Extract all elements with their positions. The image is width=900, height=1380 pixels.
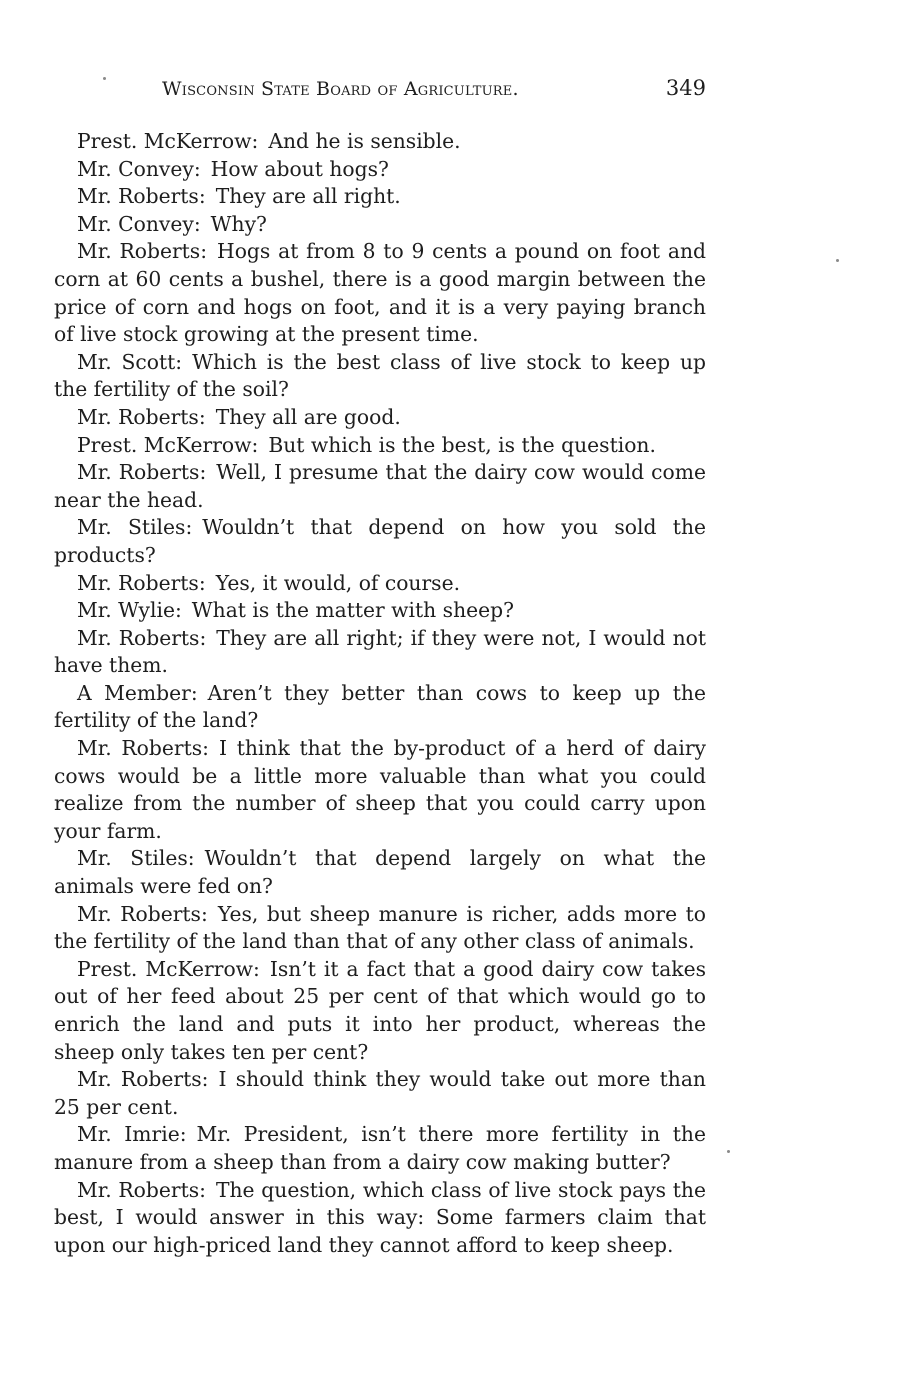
speech-text: Isn’t it a fact that a good dairy cow takes out of her feed about 25 per cent of that which would go to enrich the land and puts it into her product, whereas the sheep only takes ten per cent? (54, 956, 707, 1064)
dialogue-paragraph (54, 183, 706, 211)
speech-text: Aren’t they better than cows to keep up the fertility of the land? (54, 680, 706, 733)
dialogue-paragraph (54, 349, 706, 404)
speech-text: They are all right. (215, 184, 401, 209)
speech-text: I think that the by-product of a herd of dairy cows would be a little more valuable than what you could realize from the number of sheep that you could carry upon your farm. (54, 736, 706, 843)
dialogue-paragraph (54, 1066, 706, 1121)
speaker-name: Prest. McKerrow: (77, 432, 259, 457)
dialogue-paragraph (54, 238, 706, 348)
speech-text: And he is sensible. (268, 129, 461, 153)
speech-text: Mr. President, isn’t there more fertility in the manure from a sheep than from a dairy cow making butter? (54, 1122, 706, 1174)
dialogue-paragraph (54, 459, 706, 514)
speaker-name: Mr. Roberts: (77, 570, 206, 595)
dialogue-paragraph (54, 156, 706, 184)
speech-text: Hogs at from 8 to 9 cents a pound on foot and corn at 60 cents a bushel, there is a good margin between the price of corn and hogs on foot, and it is a very paying branch of live stock growing at the present time. (54, 239, 706, 347)
dialogue-paragraph (54, 680, 706, 735)
speech-text: Wouldn’t that depend on how you sold the products? (54, 515, 707, 567)
page-number: 349 (665, 76, 706, 100)
dialogue-paragraph (54, 735, 706, 845)
dialogue-paragraph (54, 956, 706, 1066)
dialogue-paragraph (54, 432, 706, 460)
speech-text: Yes, it would, of course. (215, 570, 461, 595)
speaker-name: Mr. Roberts: (77, 901, 208, 926)
speaker-name: Mr. Wylie: (77, 598, 182, 623)
dialogue-paragraph (54, 128, 706, 156)
speaker-name: Mr. Convey: (77, 156, 201, 181)
speaker-name: Mr. Roberts: (77, 404, 206, 429)
dialogue-paragraph (54, 404, 706, 432)
speech-text: They are all right; if they were not, I would not have them. (54, 625, 706, 678)
speaker-name: Mr. Convey: (77, 211, 201, 236)
speaker-name: Mr. Roberts: (77, 460, 207, 485)
speech-text: Which is the best class of live stock to keep up the fertility of the soil? (54, 349, 706, 402)
dialogue-paragraph (54, 845, 706, 900)
speech-text: Why? (210, 211, 267, 236)
dialogue-paragraph (54, 597, 706, 625)
speaker-name: Mr. Roberts: (77, 1177, 206, 1202)
running-header (54, 74, 706, 108)
running-title: Wisconsin State Board of Agriculture. (162, 78, 519, 100)
dialogue-paragraph (54, 514, 706, 569)
speaker-name: Mr. Roberts: (77, 736, 209, 761)
dialogue-paragraph (54, 901, 706, 956)
speech-text: Wouldn’t that depend largely on what the animals were fed on? (54, 846, 707, 899)
speaker-name: Mr. Roberts: (77, 184, 206, 209)
speech-text: But which is the best, is the question. (268, 432, 656, 457)
speech-text: How about hogs? (210, 156, 389, 181)
speaker-name: Mr. Scott: (77, 349, 183, 374)
specks (727, 1150, 730, 1153)
speaker-name: Mr. Stiles: (77, 846, 195, 871)
dialogue-paragraph (54, 1121, 706, 1176)
dialogue-paragraph (54, 570, 706, 598)
speaker-name: Mr. Roberts: (77, 1067, 209, 1092)
speech-text: Yes, but sheep manure is richer, adds more to the fertility of the land than that of any other class of animals. (54, 901, 707, 954)
specks (836, 259, 839, 262)
speaker-name: Prest. McKerrow: (77, 956, 260, 981)
speech-text: I should think they would take out more than 25 per cent. (54, 1067, 706, 1119)
speaker-name: A Member: (77, 680, 198, 705)
speech-text: Well, I presume that the dairy cow would come near the head. (54, 460, 706, 512)
speech-text: They all are good. (215, 404, 401, 429)
page-body (54, 128, 706, 1259)
speech-text: The question, which class of live stock pays the best, I would answer in this way: Some farmers claim that upon our high-priced land they cannot afford to keep sheep. (54, 1177, 706, 1257)
speaker-name: Mr. Roberts: (77, 239, 208, 264)
speech-text: What is the matter with sheep? (191, 598, 514, 623)
speaker-name: Mr. Roberts: (77, 625, 207, 650)
speaker-name: Prest. McKerrow: (77, 129, 259, 153)
dialogue-paragraph (54, 211, 706, 239)
speaker-name: Mr. Stiles: (77, 515, 193, 540)
speaker-name: Mr. Imrie: (77, 1122, 187, 1147)
dialogue-paragraph (54, 625, 706, 680)
dialogue-paragraph (54, 1177, 706, 1260)
